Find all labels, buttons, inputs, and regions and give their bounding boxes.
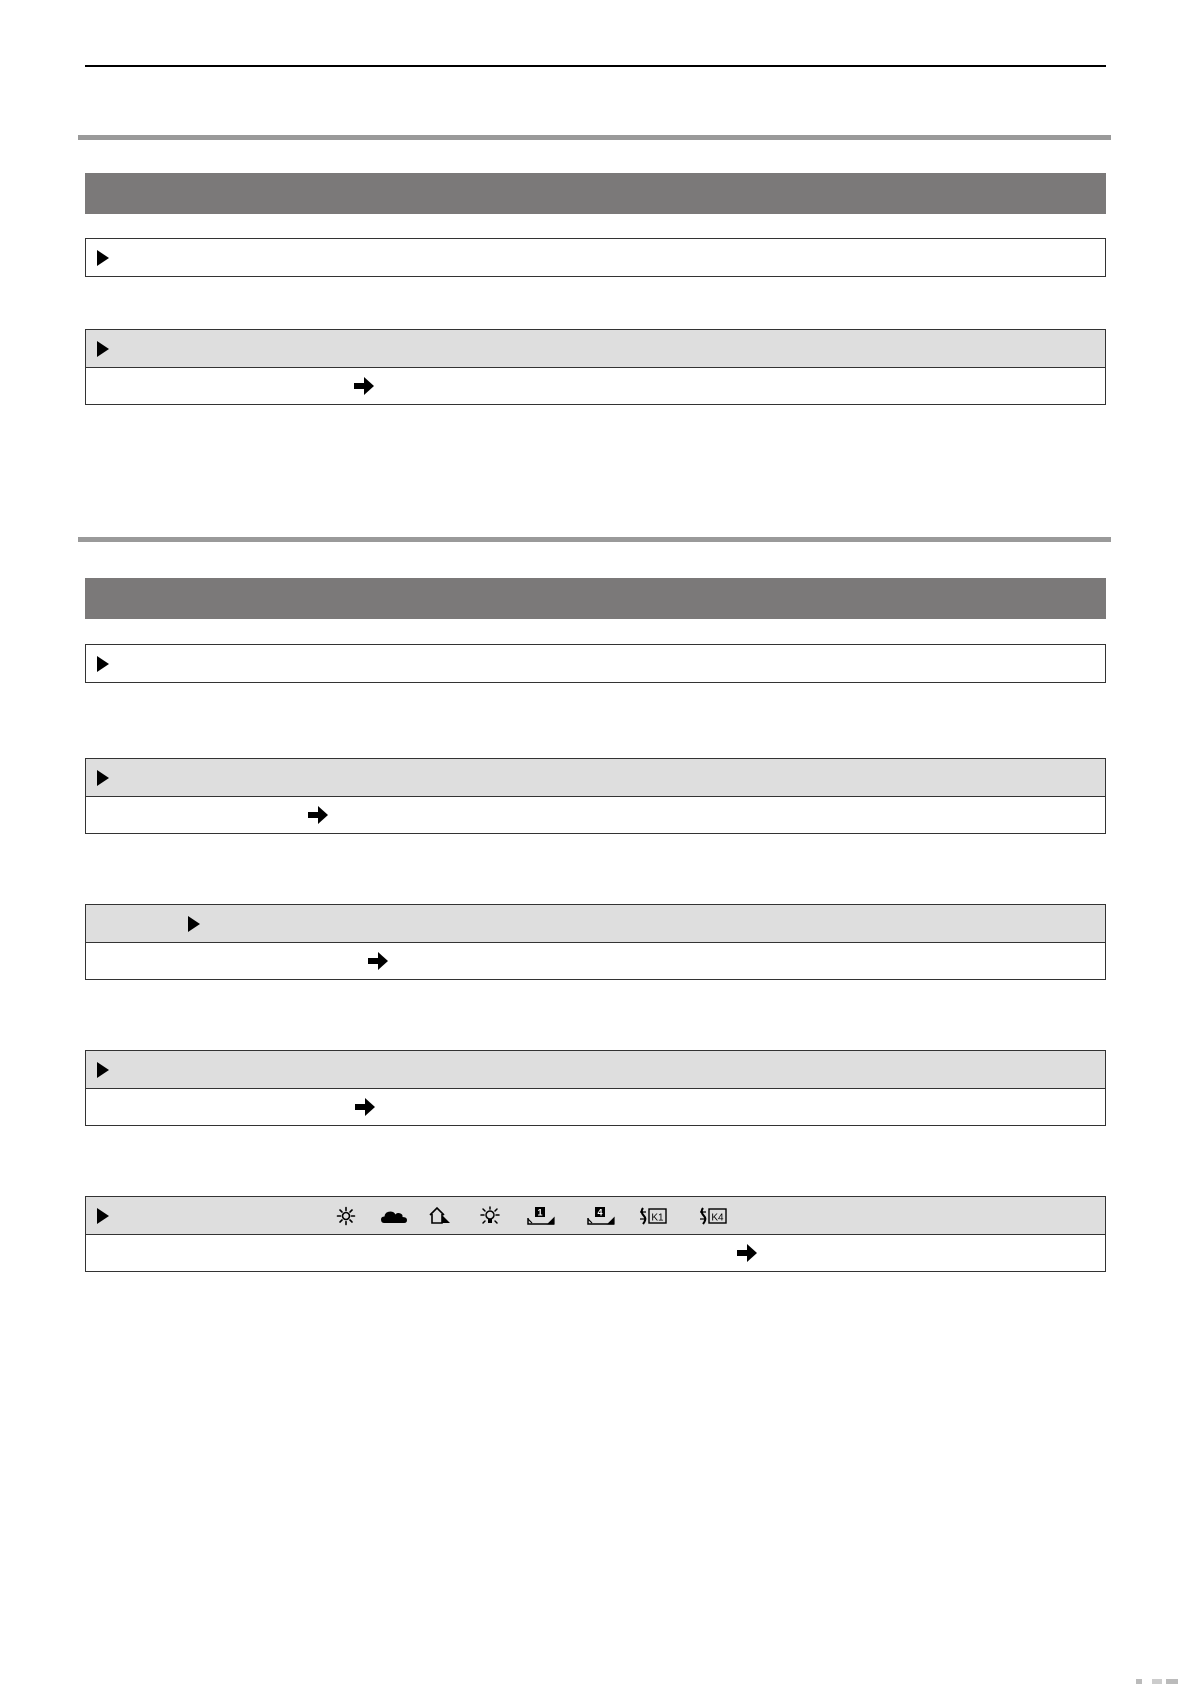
settings-row	[86, 942, 1105, 979]
sunny-icon	[334, 1206, 358, 1226]
custom-wb-4-icon	[586, 1206, 616, 1226]
page-footer-marks	[1136, 1677, 1184, 1685]
settings-row	[86, 367, 1105, 404]
cloudy-icon	[380, 1206, 408, 1226]
page-top-rule	[85, 65, 1106, 67]
section-2-box-2	[85, 758, 1106, 834]
section-1-header	[85, 173, 1106, 214]
menu-path-row	[86, 1051, 1105, 1088]
right-arrow-icon	[736, 1243, 758, 1263]
svg-text:K1: K1	[651, 1212, 664, 1224]
right-arrow-icon	[353, 376, 375, 396]
settings-row	[86, 796, 1105, 833]
section-1-rule	[78, 135, 1111, 140]
menu-path-row	[86, 905, 1105, 942]
white-balance-row	[86, 1197, 1105, 1234]
play-triangle-icon	[97, 770, 109, 786]
right-arrow-icon	[307, 805, 329, 825]
right-arrow-icon	[367, 951, 389, 971]
settings-row	[86, 1234, 1105, 1271]
custom-wb-1-icon	[526, 1206, 556, 1226]
play-triangle-icon	[97, 1208, 109, 1224]
section-2-rule	[78, 537, 1111, 542]
section-2-box-5	[85, 1196, 1106, 1272]
color-temp-k4-icon	[698, 1206, 728, 1226]
shade-icon	[428, 1206, 452, 1226]
menu-path-row	[86, 759, 1105, 796]
play-triangle-icon	[97, 250, 109, 266]
section-2-box-1	[85, 644, 1106, 683]
menu-path-row	[86, 239, 1105, 276]
menu-path-row	[86, 330, 1105, 367]
section-2-box-4	[85, 1050, 1106, 1126]
play-triangle-icon	[97, 1062, 109, 1078]
right-arrow-icon	[354, 1097, 376, 1117]
color-temp-k1-icon	[638, 1206, 668, 1226]
svg-text:K4: K4	[711, 1212, 724, 1224]
play-triangle-icon	[188, 916, 200, 932]
section-1-box-1	[85, 238, 1106, 277]
play-triangle-icon	[97, 341, 109, 357]
section-2-header	[85, 578, 1106, 619]
menu-path-row	[86, 645, 1105, 682]
incandescent-icon	[478, 1206, 502, 1226]
section-1-box-2	[85, 329, 1106, 405]
section-2-box-3	[85, 904, 1106, 980]
play-triangle-icon	[97, 656, 109, 672]
svg-text:1: 1	[537, 1207, 543, 1218]
settings-row	[86, 1088, 1105, 1125]
svg-text:4: 4	[597, 1207, 603, 1218]
